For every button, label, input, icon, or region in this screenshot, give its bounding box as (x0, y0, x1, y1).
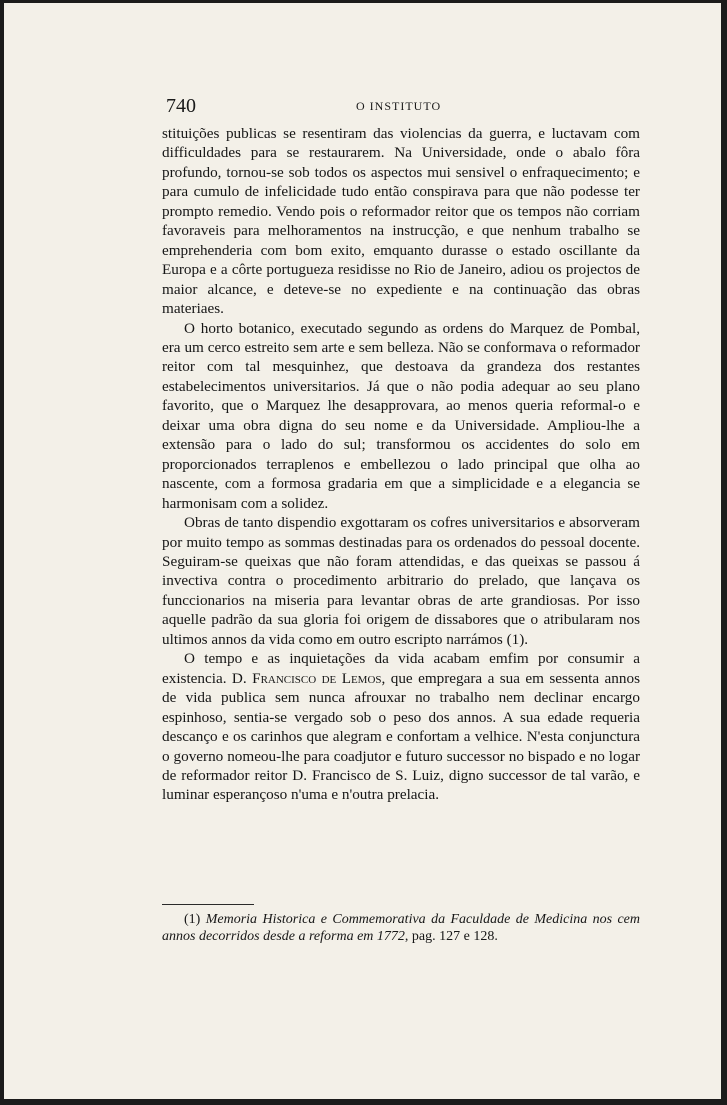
footnote-divider (162, 904, 254, 905)
footnote-reference: , pag. 127 e 128. (404, 929, 498, 944)
footnote (162, 911, 640, 945)
paragraph-4-start: O tempo e as inquietações da vida acabam emfim por consumir a existencia. D. (162, 650, 640, 687)
footnote-title: Memoria Historica e Commemorativa da Faculdade de Medicina nos cem annos decorridos desde a reforma em 1772 (162, 912, 640, 944)
paragraph-3: Obras de tanto dispendio exgottaram os cofres universitarios e absorveram por muito tempo as sommas destinadas para os ordenados do pessoal docente. Seguiram-se queixas que não foram attendidas, e das queixas se passou á invectiva contra o procedimento arbitrario do prelado, que lançava os funccionarios na miseria para levantar obras de arte grandiosas. Por isso aquelle padrão da sua gloria foi origem de dissabores que o atribularam nos ultimos annos da vida como em outro escripto narrámos (1). (162, 514, 640, 648)
paragraph-4-end: , que empregara a sua em sessenta annos de vida publica sem nunca afrouxar no trabalho nem declinar encargo espinhoso, sentia-se vergado sob o peso dos annos. A sua edade requeria descanço e os carinhos que alegram e confortam a velhice. N'esta conjunctura o governo nomeou-lhe para coadjutor e futuro successor no bispado e no logar de reformador reitor D. Francisco de S. Luiz, digno successor de tal varão, e luminar esperançoso n'uma e n'outra prelacia. (162, 669, 640, 804)
running-title: O INSTITUTO (356, 99, 442, 113)
page-header (166, 95, 642, 119)
footnote-marker: (1) (184, 912, 206, 927)
body-text (162, 124, 640, 805)
paragraph-4 (162, 649, 640, 805)
paragraph-2: O horto botanico, executado segundo as ordens do Marquez de Pombal, era um cerco estreito sem arte e sem belleza. Não se conformava o reformador reitor com tal mesquinhez, que destoava da grandeza dos restantes estabelecimentos universitarios. Já que o não podia adequar ao seu plano favorito, que o Marquez lhe desapprovara, ao menos queria reformal-o e deixar uma obra digna do seu nome e da Universidade. Ampliou-lhe a extensão para o lado do sul; transformou os accidentes do solo em proporcionados terraplenos e embellezou o lado principal que olha ao nascente, com a formosa gradaria em que a simplicidade e a elegancia se harmonisam com a solidez. (162, 319, 640, 512)
person-name: Francisco de Lemos (252, 669, 382, 687)
paragraph-1: stituições publicas se resentiram das violencias da guerra, e luctavam com difficuldades para se restaurarem. Na Universidade, onde o abalo fôra profundo, tornou-se sob todos os aspectos mui sensivel o enfraquecimento; e para cumulo de infelicidade tudo então conspirava para que não podesse ter prompto remedio. Vendo pois o reformador reitor que os tempos não corriam favoraveis para melhoramentos na instrucção, e que nenhum trabalho se emprehenderia com bom exito, emquanto durasse o estado oscillante da Europa e a côrte portugueza residisse no Rio de Janeiro, adiou os projectos de maior alcance, e deteve-se no expediente e na continuação das obras materiaes. (162, 125, 640, 318)
page-number: 740 (166, 95, 196, 117)
